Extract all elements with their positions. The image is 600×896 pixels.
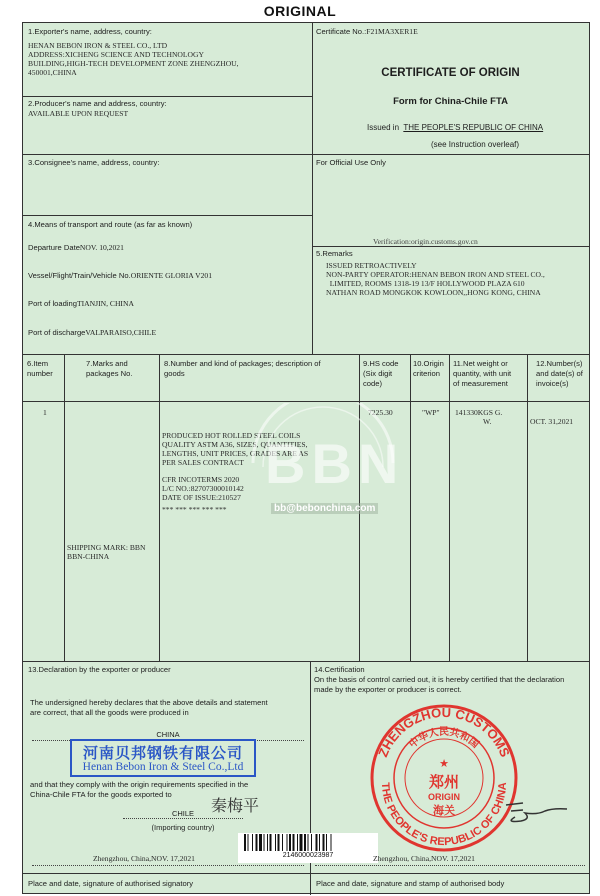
- barcode-bar: [304, 834, 306, 851]
- certification-place-date: Zhengzhou, China,NOV. 17,2021: [373, 854, 475, 863]
- departure-row: Departure DateNOV. 10,2021: [28, 243, 124, 252]
- watermark-logo: [233, 403, 413, 523]
- barcode-bar: [244, 834, 246, 851]
- transport-label: 4.Means of transport and route (as far as known): [28, 220, 193, 229]
- seal-bottom-text: THE PEOPLE'S REPUBLIC OF CHINA: [378, 781, 510, 849]
- certificate-no-label: Certificate No.:F21MA3XER1E: [316, 27, 418, 36]
- desc-line: LENGTHS, UNIT PRICES, GRADES ARE AS: [162, 449, 309, 458]
- certificate-form: [22, 22, 590, 894]
- issued-in: Issued in THE PEOPLE'S REPUBLIC OF CHINA: [367, 123, 544, 132]
- barcode-bar: [331, 834, 332, 851]
- declaration-label: 13.Declaration by the exporter or producer: [28, 665, 171, 674]
- barcode-bar: [278, 834, 280, 851]
- verification-text: Verification:origin.customs.gov.cn: [373, 237, 478, 246]
- producer-value: AVAILABLE UPON REQUEST: [28, 109, 129, 118]
- barcode-bar: [293, 834, 295, 851]
- barcode-bar: [256, 834, 258, 851]
- page-title: ORIGINAL: [263, 3, 337, 19]
- barcode-bar: [308, 834, 309, 851]
- header-item: 6.Item number: [27, 359, 53, 378]
- row-weight: 141330KGS G.: [455, 408, 503, 417]
- exporter-line: 450001,CHINA: [28, 68, 77, 77]
- desc-line: PRODUCED HOT ROLLED STEEL COILS: [162, 431, 301, 440]
- barcode-bar: [282, 834, 283, 851]
- barcode-bar: [319, 834, 320, 851]
- shipping-mark: SHIPPING MARK: BBN: [67, 543, 146, 552]
- exporter-line: BUILDING,HIGH-TECH DEVELOPMENT ZONE ZHENGZHOU,: [28, 59, 239, 68]
- desc-line: L/C NO.:82707300010142: [162, 484, 244, 493]
- barcode-bar: [267, 834, 268, 851]
- exporter-line: ADDRESS:XICHENG SCIENCE AND TECHNOLOGY: [28, 50, 204, 59]
- company-stamp: [70, 739, 256, 777]
- loading-value: TIANJIN, CHINA: [76, 299, 134, 308]
- consignee-label: 3.Consignee's name, address, country:: [28, 158, 160, 167]
- header-description: 8.Number and kind of packages; description of goods: [164, 359, 321, 378]
- official-use-label: For Official Use Only: [316, 158, 386, 167]
- header-marks: 7.Marks and packages No.: [86, 359, 133, 378]
- remarks-line: ISSUED RETROACTIVELY: [326, 261, 417, 270]
- barcode-bar: [323, 834, 325, 851]
- certificate-no-value: F21MA3XER1E: [366, 27, 418, 36]
- barcode-number: 2146000023987: [282, 852, 334, 859]
- declaration-footer: Place and date, signature of authorised signatory: [28, 879, 194, 888]
- stamp-english-name: Henan Bebon Iron & Steel Co.,Ltd: [82, 761, 244, 773]
- header-invoice: 12.Number(s) and date(s) of invoice(s): [536, 359, 583, 388]
- remarks-label: 5.Remarks: [316, 249, 353, 258]
- export-country: CHILE: [171, 809, 195, 818]
- certification-footer: Place and date, signature and stamp of authorised body: [316, 879, 505, 888]
- certificate-subtitle: Form for China-Chile FTA: [393, 96, 508, 107]
- exporter-line: HENAN BEBON IRON & STEEL CO., LTD: [28, 41, 168, 50]
- row-hs-code: 7225.30: [368, 408, 393, 417]
- declaration-place-date: Zhengzhou, China,NOV. 17,2021: [93, 854, 195, 863]
- barcode-bar: [275, 834, 276, 851]
- declaration-text: China-Chile FTA for the goods exported to: [30, 790, 172, 799]
- row-weight: W.: [483, 417, 492, 426]
- barcode-bar: [252, 834, 253, 851]
- exporter-label: 1.Exporter's name, address, country:: [28, 27, 152, 36]
- seal-bottom-chinese: 海关: [433, 804, 455, 817]
- producer-label: 2.Producer's name and address, country:: [28, 99, 167, 108]
- star-icon: ★: [439, 758, 449, 770]
- remarks-line: NATHAN ROAD MONGKOK KOWLOON,,HONG KONG, CHINA: [326, 288, 541, 297]
- vessel-value: ORIENTE GLORIA V201: [130, 271, 212, 280]
- seal-top-text: ZHENGZHOU CUSTOMS: [375, 704, 513, 760]
- header-origin: 10.Origin criterion: [413, 359, 444, 378]
- declaration-text: The undersigned hereby declares that the above details and statement: [30, 698, 268, 707]
- departure-value: NOV. 10,2021: [79, 243, 124, 252]
- barcode-bar: [311, 834, 312, 851]
- seal-origin-text: ORIGIN: [427, 792, 461, 802]
- declaration-text: and that they comply with the origin requirements specified in the: [30, 780, 249, 789]
- customs-seal: [369, 703, 519, 853]
- vessel-row: Vessel/Flight/Train/Vehicle No.ORIENTE GLORIA V201: [28, 271, 212, 280]
- barcode-bar: [326, 834, 327, 851]
- authority-signature: [501, 793, 571, 833]
- declaration-text: are correct, that all the goods were produced in: [30, 708, 189, 717]
- seal-ring-chinese: 中华人民共和国: [407, 727, 481, 751]
- header-weight: 11.Net weight or quantity, with unit of measurement: [453, 359, 512, 388]
- signature: 秦梅平: [211, 798, 260, 815]
- instruction-note: (see Instruction overleaf): [431, 140, 520, 149]
- discharge-value: VALPARAISO,CHILE: [85, 328, 157, 337]
- seal-center-chinese: 郑州: [428, 773, 460, 791]
- desc-line: PER SALES CONTRACT: [162, 458, 244, 467]
- barcode-bar: [248, 834, 249, 851]
- issued-country: THE PEOPLE'S REPUBLIC OF CHINA: [403, 123, 544, 132]
- row-origin: "WP": [422, 408, 440, 417]
- barcode-bar: [289, 834, 291, 851]
- desc-line: QUALITY ASTM A36, SIZES, QUANTITIES,: [162, 440, 308, 449]
- production-country: CHINA: [156, 730, 180, 739]
- shipping-mark: BBN-CHINA: [67, 552, 110, 561]
- loading-row: Port of loadingTIANJIN, CHINA: [28, 299, 134, 308]
- barcode-bar: [316, 834, 318, 851]
- barcode-bar: [264, 834, 265, 851]
- desc-line: *** *** *** *** ***: [162, 505, 227, 514]
- stamp-chinese-name: 河南贝邦钢铁有限公司: [82, 745, 243, 762]
- certificate-title: CERTIFICATE OF ORIGIN: [381, 67, 520, 79]
- barcode-bar: [270, 834, 272, 851]
- remarks-line: NON-PARTY OPERATOR:HENAN BEBON IRON AND STEEL CO.,: [326, 270, 545, 279]
- discharge-row: Port of dischargeVALPARAISO,CHILE: [28, 328, 157, 337]
- watermark-email: bb@bebonchina.com: [271, 503, 378, 514]
- certification-text: made by the exporter or producer is correct.: [314, 685, 462, 694]
- row-invoice: OCT. 31,2021: [530, 417, 574, 426]
- watermark-text: BBN: [265, 432, 405, 495]
- desc-line: DATE OF ISSUE:210527: [162, 493, 241, 502]
- barcode-bar: [259, 834, 262, 851]
- barcode-bar: [300, 834, 303, 851]
- row-item: 1: [43, 408, 47, 417]
- importing-country-label: (Importing country): [151, 823, 215, 832]
- barcode: [238, 833, 378, 863]
- certification-label: 14.Certification: [314, 665, 365, 674]
- header-hs-code: 9.HS code (Six digit code): [363, 359, 399, 388]
- barcode-bars: [238, 833, 378, 853]
- certification-text: On the basis of control carried out, it is hereby certified that the declaration: [314, 675, 565, 684]
- remarks-line: LIMITED, ROOMS 1318-19 13/F HOLLYWOOD PLAZA 610: [326, 279, 525, 288]
- barcode-bar: [287, 834, 288, 851]
- desc-line: CFR INCOTERMS 2020: [162, 475, 240, 484]
- barcode-bar: [297, 834, 298, 851]
